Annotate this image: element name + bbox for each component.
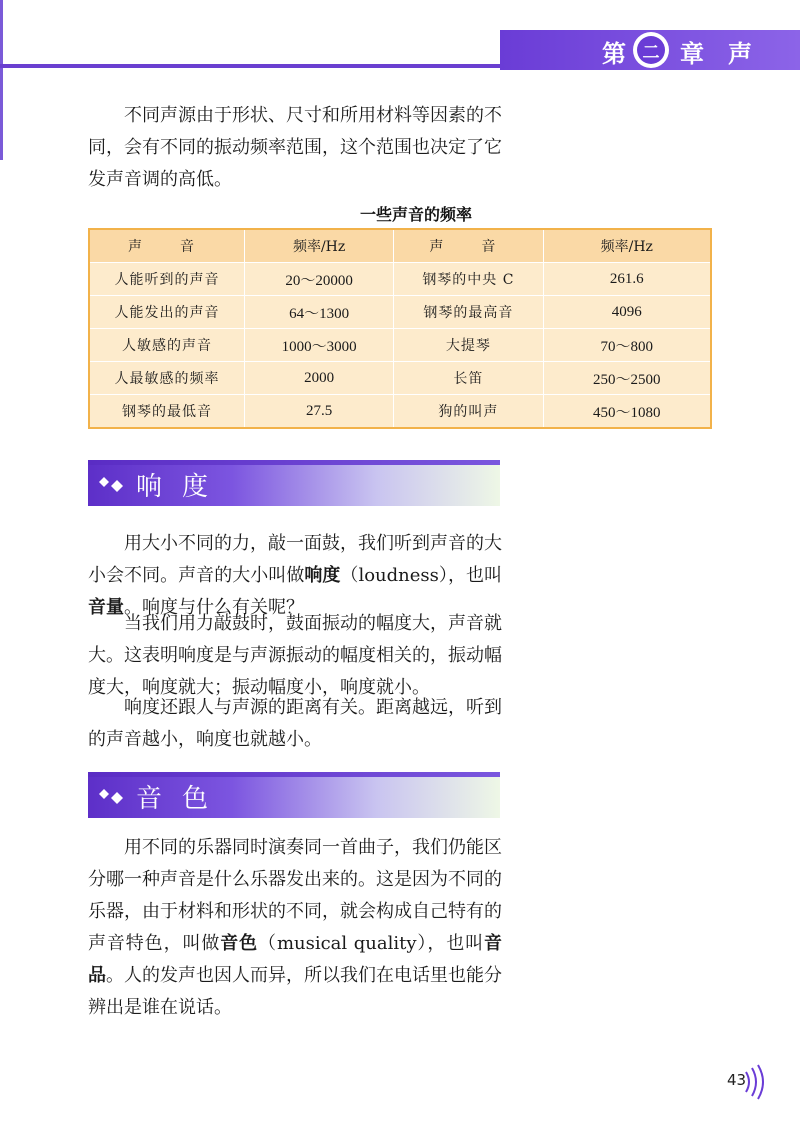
page-number: 43 [727, 1071, 747, 1089]
table-cell: 大提琴 [394, 329, 543, 362]
sound-wave-icon [742, 1064, 768, 1100]
table-cell: 261.6 [543, 263, 711, 296]
intro-paragraph: 不同声源由于形状、尺寸和所用材料等因素的不同，会有不同的振动频率范围，这个范围也决定了它发声音调的高低。 [88, 105, 502, 190]
table-cell: 250～2500 [543, 362, 711, 395]
table-cell: 20～20000 [245, 263, 394, 296]
section-title: 音色 [136, 784, 229, 814]
diamond-bullets-icon [98, 474, 128, 494]
chapter-title: 声 [728, 39, 752, 68]
table-cell: 27.5 [245, 395, 394, 429]
loudness-paragraph-3: 响度还跟人与声源的距离有关。距离越远，听到的声音越小，响度也就越小。 [88, 697, 502, 750]
loudness-paragraph-2: 当我们用力敲鼓时，鼓面振动的幅度大，声音就大。这表明响度是与声源振动的幅度相关的，振动幅度大，响度就大；振动幅度小，响度就小。 [88, 613, 502, 698]
table-cell: 钢琴的最高音 [394, 296, 543, 329]
chapter-number: 二 [637, 36, 665, 64]
section-heading-bar [88, 460, 500, 465]
text-run: 。响度与什么有关呢？ [124, 597, 304, 618]
table-cell: 人能发出的声音 [89, 296, 245, 329]
chapter-prefix: 第 [602, 39, 628, 68]
section-title: 响度 [136, 472, 229, 502]
text-run: （loudness），也叫 [340, 565, 502, 586]
column-header: 频率/Hz [245, 229, 394, 263]
table-cell: 70～800 [543, 329, 711, 362]
frequency-table [88, 228, 712, 429]
table-cell: 4096 [543, 296, 711, 329]
chapter-number-badge [633, 32, 669, 68]
section-heading-timbre [88, 772, 500, 818]
section-heading-bar [88, 772, 500, 777]
table-row [89, 329, 711, 362]
diamond-bullets-icon [98, 786, 128, 806]
timbre-paragraph-1 [88, 832, 502, 1024]
column-header: 声 音 [394, 229, 543, 263]
table-row [89, 395, 711, 429]
text-run: 。人的发声也因人而异，所以我们在电话里也能分辨出是谁在说话。 [88, 965, 502, 1018]
text-run: 用不同的乐器同时演奏同一首曲子，我们仍能区分哪一种声音是什么乐器发出来的。这是因为不同的乐器，由于材料和形状的不同，就会构成自己特有的声音特色，叫做 [88, 837, 502, 954]
table-cell: 钢琴的最低音 [89, 395, 245, 429]
term-loudness: 响度 [304, 565, 341, 586]
chapter-suffix: 章 [680, 39, 704, 68]
table-row [89, 296, 711, 329]
table-cell: 64～1300 [245, 296, 394, 329]
table-cell: 2000 [245, 362, 394, 395]
table-cell: 长笛 [394, 362, 543, 395]
column-header: 声 音 [89, 229, 245, 263]
table-cell: 狗的叫声 [394, 395, 543, 429]
table-cell: 1000～3000 [245, 329, 394, 362]
table-caption: 一些声音的频率 [360, 205, 473, 224]
table-header-row [89, 229, 711, 263]
table-cell: 450～1080 [543, 395, 711, 429]
text-run: （musical quality），也叫 [258, 933, 485, 954]
table-cell: 人最敏感的频率 [89, 362, 245, 395]
chapter-header [500, 30, 800, 70]
term-timbre: 音色 [220, 933, 259, 954]
term-tone-quality: 音品 [88, 933, 503, 986]
table-row [89, 263, 711, 296]
column-header: 频率/Hz [543, 229, 711, 263]
section-heading-loudness [88, 460, 500, 506]
table-cell: 钢琴的中央 C [394, 263, 543, 296]
table-cell: 人敏感的声音 [89, 329, 245, 362]
table-row [89, 362, 711, 395]
left-margin-rule [0, 0, 3, 160]
text-run: 用大小不同的力，敲一面鼓，我们听到声音的大小会不同。声音的大小叫做 [88, 533, 502, 586]
table-cell: 人能听到的声音 [89, 263, 245, 296]
term-volume: 音量 [88, 597, 124, 618]
